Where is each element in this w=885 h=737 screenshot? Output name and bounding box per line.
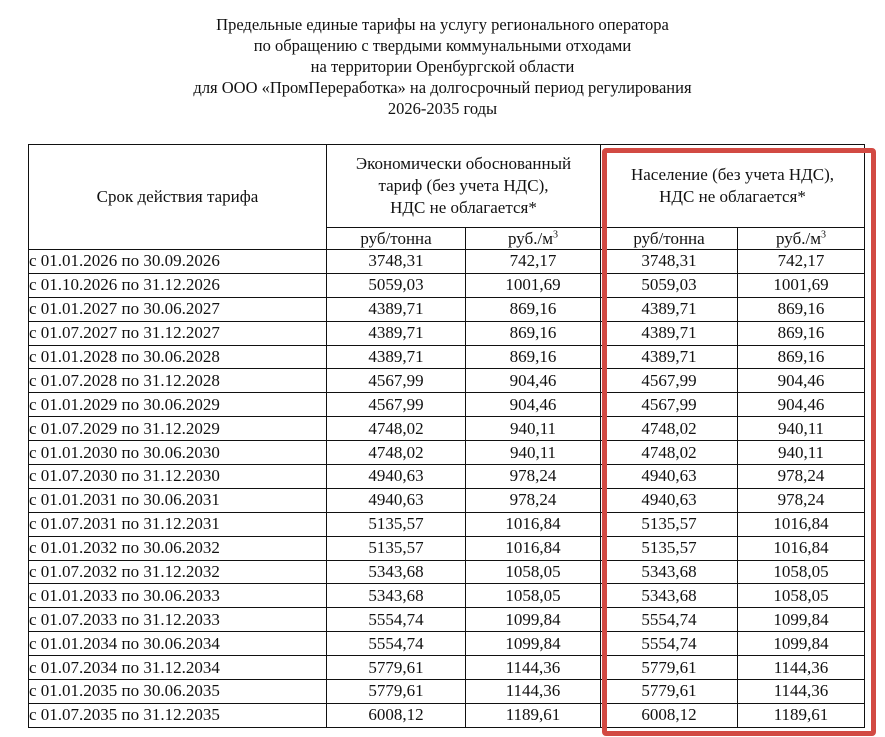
- econ-m3-cell: 869,16: [466, 297, 601, 321]
- table-row: [29, 250, 865, 274]
- period-cell: с 01.01.2034 по 30.06.2034: [29, 632, 327, 656]
- pop-ton-cell: 4567,99: [601, 393, 738, 417]
- table-row: [29, 488, 865, 512]
- table-row: [29, 321, 865, 345]
- period-cell: с 01.01.2033 по 30.06.2033: [29, 584, 327, 608]
- econ-m3-cell: 940,11: [466, 441, 601, 465]
- pop-m3-cell: 940,11: [738, 417, 865, 441]
- econ-ton-cell: 5343,68: [327, 560, 466, 584]
- table-row: [29, 608, 865, 632]
- econ-ton-cell: 5135,57: [327, 512, 466, 536]
- tariff-table: [28, 144, 865, 728]
- pop-ton-cell: 5343,68: [601, 560, 738, 584]
- pop-ton-cell: 5779,61: [601, 656, 738, 680]
- econ-m3-cell: 940,11: [466, 417, 601, 441]
- pop-ton-cell: 5554,74: [601, 632, 738, 656]
- econ-m3-cell: 978,24: [466, 488, 601, 512]
- pop-ton-cell: 4389,71: [601, 297, 738, 321]
- header-population-line: НДС не облагается*: [659, 187, 806, 206]
- table-row: [29, 632, 865, 656]
- pop-m3-cell: 904,46: [738, 369, 865, 393]
- period-cell: с 01.07.2033 по 31.12.2033: [29, 608, 327, 632]
- econ-m3-cell: 1189,61: [466, 703, 601, 727]
- pop-m3-cell: 1189,61: [738, 703, 865, 727]
- table-row: [29, 680, 865, 704]
- header-economic-line: тариф (без учета НДС),: [378, 176, 549, 195]
- pop-m3-cell: 1016,84: [738, 536, 865, 560]
- pop-ton-cell: 4940,63: [601, 488, 738, 512]
- title-line: на территории Оренбургской области: [310, 57, 575, 76]
- econ-m3-cell: 869,16: [466, 321, 601, 345]
- econ-m3-cell: 1058,05: [466, 560, 601, 584]
- econ-m3-cell: 1099,84: [466, 632, 601, 656]
- header-economic-line: Экономически обоснованный: [355, 154, 572, 173]
- period-cell: с 01.07.2031 по 31.12.2031: [29, 512, 327, 536]
- period-cell: с 01.01.2031 по 30.06.2031: [29, 488, 327, 512]
- table-row: [29, 441, 865, 465]
- econ-m3-cell: 904,46: [466, 369, 601, 393]
- table-row: [29, 345, 865, 369]
- period-cell: с 01.01.2028 по 30.06.2028: [29, 345, 327, 369]
- document-title: [0, 14, 885, 119]
- pop-m3-cell: 869,16: [738, 345, 865, 369]
- pop-m3-cell: 1099,84: [738, 608, 865, 632]
- table-row: [29, 465, 865, 489]
- pop-ton-cell: 4389,71: [601, 345, 738, 369]
- pop-ton-cell: 5779,61: [601, 680, 738, 704]
- econ-ton-cell: 4389,71: [327, 321, 466, 345]
- econ-ton-cell: 4567,99: [327, 393, 466, 417]
- econ-ton-cell: 4940,63: [327, 488, 466, 512]
- tariff-rows: [29, 250, 865, 728]
- econ-m3-cell: 1016,84: [466, 536, 601, 560]
- header-population: [601, 145, 865, 228]
- econ-m3-cell: 1144,36: [466, 680, 601, 704]
- table-row: [29, 584, 865, 608]
- pop-ton-cell: 5059,03: [601, 273, 738, 297]
- pop-m3-cell: 904,46: [738, 393, 865, 417]
- period-cell: с 01.07.2029 по 31.12.2029: [29, 417, 327, 441]
- title-line: 2026-2035 годы: [387, 99, 498, 118]
- unit-m3-sup: 3: [820, 228, 826, 240]
- pop-m3-cell: 1144,36: [738, 680, 865, 704]
- period-cell: с 01.07.2034 по 31.12.2034: [29, 656, 327, 680]
- pop-m3-cell: 869,16: [738, 321, 865, 345]
- period-cell: с 01.10.2026 по 31.12.2026: [29, 273, 327, 297]
- pop-ton-cell: 4389,71: [601, 321, 738, 345]
- econ-m3-cell: 1001,69: [466, 273, 601, 297]
- econ-ton-cell: 6008,12: [327, 703, 466, 727]
- pop-ton-cell: 5135,57: [601, 536, 738, 560]
- period-cell: с 01.01.2035 по 30.06.2035: [29, 680, 327, 704]
- period-cell: с 01.07.2035 по 31.12.2035: [29, 703, 327, 727]
- period-cell: с 01.07.2032 по 31.12.2032: [29, 560, 327, 584]
- pop-m3-cell: 869,16: [738, 297, 865, 321]
- pop-m3-cell: 1058,05: [738, 584, 865, 608]
- pop-m3-cell: 1001,69: [738, 273, 865, 297]
- econ-m3-cell: 904,46: [466, 393, 601, 417]
- period-cell: с 01.07.2027 по 31.12.2027: [29, 321, 327, 345]
- econ-ton-cell: 5135,57: [327, 536, 466, 560]
- econ-ton-cell: 5343,68: [327, 584, 466, 608]
- period-cell: с 01.07.2028 по 31.12.2028: [29, 369, 327, 393]
- pop-ton-cell: 5554,74: [601, 608, 738, 632]
- table-row: [29, 703, 865, 727]
- pop-ton-cell: 4940,63: [601, 465, 738, 489]
- title-line: Предельные единые тарифы на услугу регионального оператора: [216, 15, 669, 34]
- title-line: для ООО «ПромПереработка» на долгосрочный период регулирования: [193, 78, 692, 97]
- pop-m3-cell: 1058,05: [738, 560, 865, 584]
- pop-m3-cell: 1016,84: [738, 512, 865, 536]
- econ-m3-cell: 1099,84: [466, 608, 601, 632]
- table-row: [29, 417, 865, 441]
- period-cell: с 01.07.2030 по 31.12.2030: [29, 465, 327, 489]
- econ-ton-cell: 4567,99: [327, 369, 466, 393]
- period-cell: с 01.01.2027 по 30.06.2027: [29, 297, 327, 321]
- period-cell: с 01.01.2029 по 30.06.2029: [29, 393, 327, 417]
- table-row: [29, 656, 865, 680]
- econ-m3-cell: 978,24: [466, 465, 601, 489]
- period-cell: с 01.01.2030 по 30.06.2030: [29, 441, 327, 465]
- econ-ton-cell: 5779,61: [327, 656, 466, 680]
- unit-econ-m3: [466, 228, 601, 250]
- econ-ton-cell: 4748,02: [327, 417, 466, 441]
- econ-ton-cell: 5554,74: [327, 632, 466, 656]
- econ-ton-cell: 5779,61: [327, 680, 466, 704]
- table-row: [29, 512, 865, 536]
- table-row: [29, 273, 865, 297]
- table-row: [29, 369, 865, 393]
- table-row: [29, 297, 865, 321]
- unit-m3-sup: 3: [552, 228, 558, 240]
- header-economic: [327, 145, 601, 228]
- econ-ton-cell: 5554,74: [327, 608, 466, 632]
- table-row: [29, 393, 865, 417]
- period-cell: с 01.01.2026 по 30.09.2026: [29, 250, 327, 274]
- econ-ton-cell: 4389,71: [327, 345, 466, 369]
- econ-m3-cell: 742,17: [466, 250, 601, 274]
- pop-ton-cell: 4567,99: [601, 369, 738, 393]
- pop-m3-cell: 1144,36: [738, 656, 865, 680]
- header-economic-line: НДС не облагается*: [390, 198, 537, 217]
- header-population-line: Население (без учета НДС),: [630, 165, 835, 184]
- pop-m3-cell: 978,24: [738, 465, 865, 489]
- table-row: [29, 560, 865, 584]
- pop-m3-cell: 1099,84: [738, 632, 865, 656]
- econ-ton-cell: 3748,31: [327, 250, 466, 274]
- pop-ton-cell: 4748,02: [601, 441, 738, 465]
- table-row: [29, 536, 865, 560]
- pop-m3-cell: 742,17: [738, 250, 865, 274]
- pop-ton-cell: 3748,31: [601, 250, 738, 274]
- title-line: по обращению с твердыми коммунальными отходами: [253, 36, 632, 55]
- period-cell: с 01.01.2032 по 30.06.2032: [29, 536, 327, 560]
- unit-m3-base: руб./м: [776, 228, 821, 248]
- pop-m3-cell: 978,24: [738, 488, 865, 512]
- econ-ton-cell: 4389,71: [327, 297, 466, 321]
- pop-m3-cell: 940,11: [738, 441, 865, 465]
- econ-m3-cell: 1058,05: [466, 584, 601, 608]
- econ-ton-cell: 4940,63: [327, 465, 466, 489]
- pop-ton-cell: 4748,02: [601, 417, 738, 441]
- header-period: Срок действия тарифа: [29, 145, 327, 250]
- unit-pop-ton: руб/тонна: [601, 228, 738, 250]
- econ-m3-cell: 1016,84: [466, 512, 601, 536]
- pop-ton-cell: 6008,12: [601, 703, 738, 727]
- econ-m3-cell: 1144,36: [466, 656, 601, 680]
- pop-ton-cell: 5343,68: [601, 584, 738, 608]
- econ-ton-cell: 4748,02: [327, 441, 466, 465]
- unit-pop-m3: [738, 228, 865, 250]
- unit-econ-ton: руб/тонна: [327, 228, 466, 250]
- econ-m3-cell: 869,16: [466, 345, 601, 369]
- pop-ton-cell: 5135,57: [601, 512, 738, 536]
- econ-ton-cell: 5059,03: [327, 273, 466, 297]
- unit-m3-base: руб./м: [508, 228, 553, 248]
